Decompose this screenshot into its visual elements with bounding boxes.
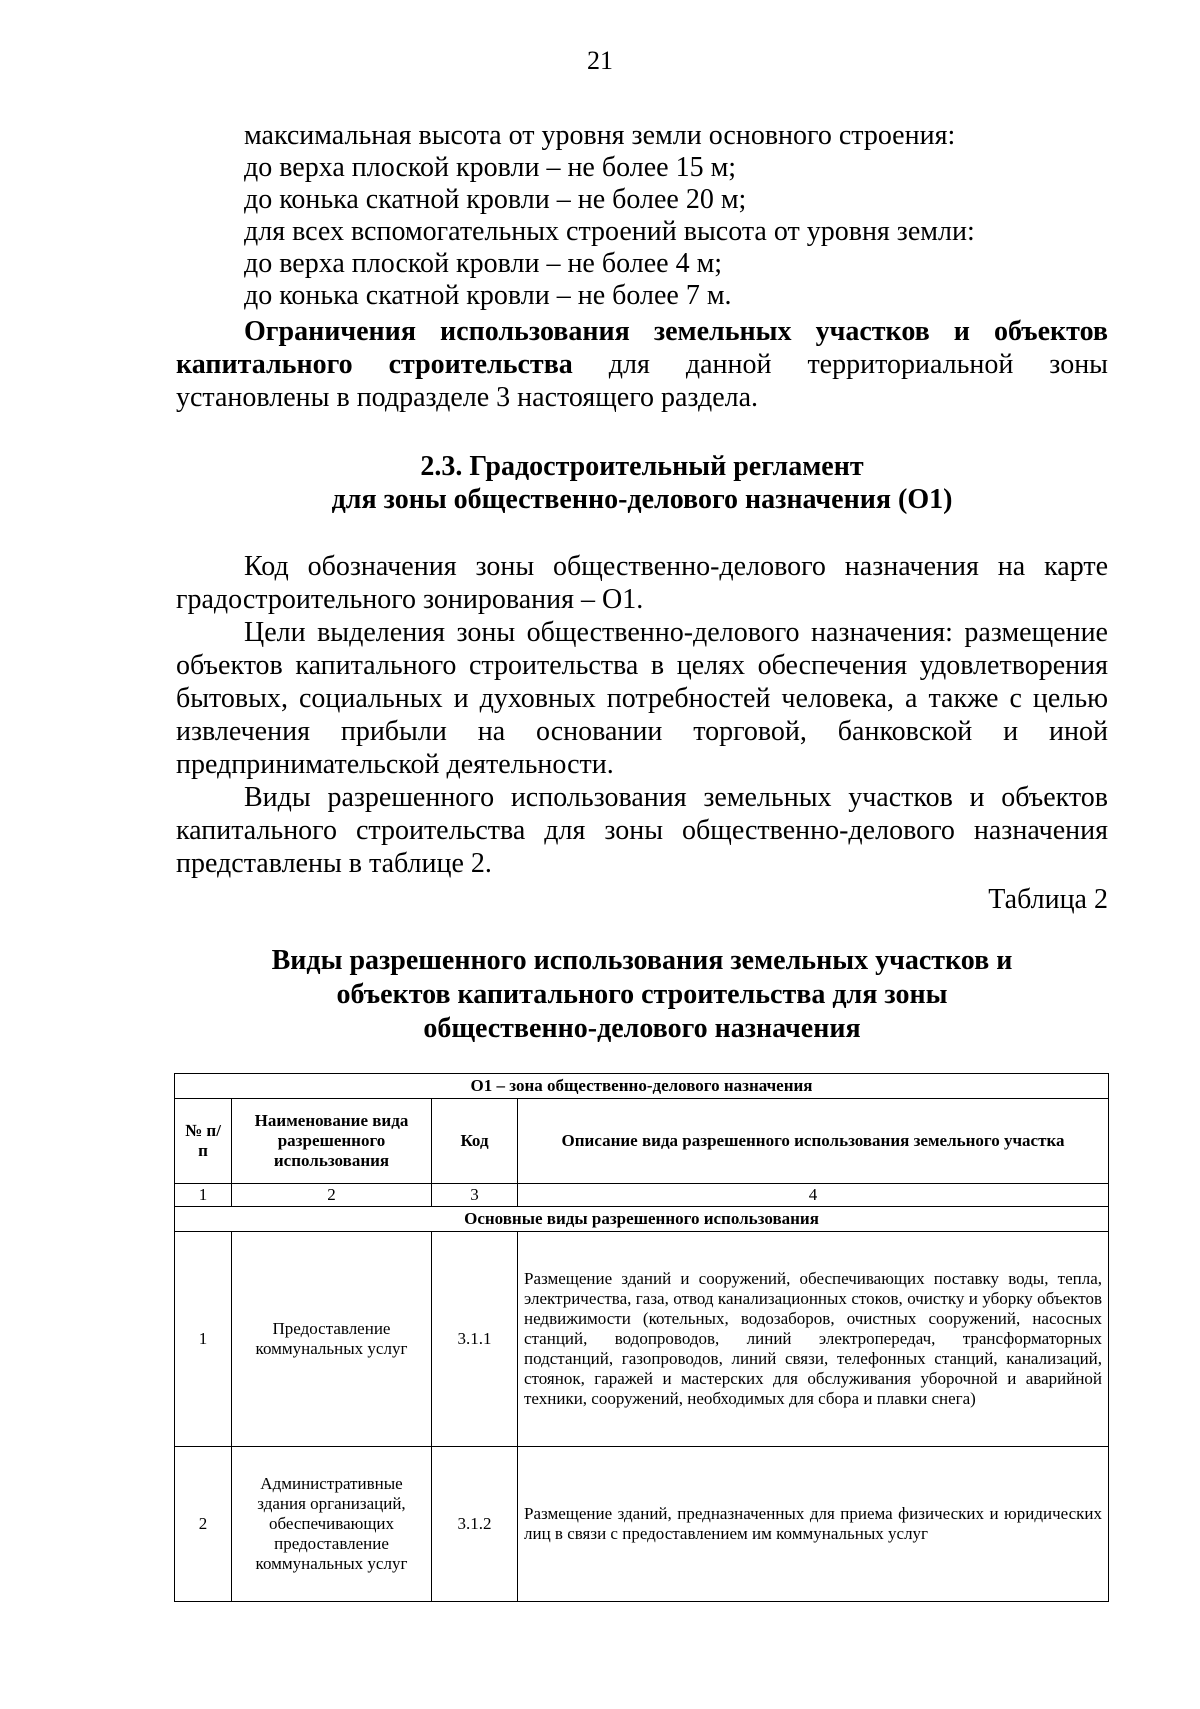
height-limit-line: до конька скатной кровли – не более 7 м. [244,280,732,311]
body-text [176,550,1108,880]
table-row [175,1447,1109,1602]
restriction-paragraph [176,315,1108,414]
section-heading-line-1: 2.3. Градостроительный регламент [420,451,864,482]
row-use-name: Административные здания организаций, обеспечивающих предоставление коммунальных услуг [232,1447,432,1602]
height-limit-line: до конька скатной кровли – не более 20 м; [244,184,747,215]
group-header: Основные виды разрешенного использования [175,1207,1109,1232]
table-title [176,944,1108,1046]
height-limits-list [176,120,1108,312]
section-heading-line-2: для зоны общественно-делового назначения (О1) [331,484,953,515]
height-limit-line: до верха плоской кровли – не более 4 м; [244,248,723,279]
row-code: 3.1.2 [432,1447,518,1602]
column-number: 3 [432,1184,518,1207]
zone-header: О1 – зона общественно-делового назначения [175,1074,1109,1099]
height-limit-line: для всех вспомогательных строений высота от уровня земли: [244,216,975,247]
column-header-number: № п/п [175,1099,232,1184]
table-title-line-1: Виды разрешенного использования земельных участков и [271,945,1013,976]
permitted-uses-table [174,1073,1109,1602]
section-heading [176,450,1108,516]
table-caption: Таблица 2 [988,884,1108,915]
column-header-code: Код [432,1099,518,1184]
paragraph-zone-code: Код обозначения зоны общественно-делового назначения на карте градостроительного зонирования – О1. [176,551,1108,615]
column-header-description: Описание вида разрешенного использования земельного участка [518,1099,1109,1184]
page-number: 21 [587,46,613,75]
restriction-text: для данной территориальной зоны установлены в подразделе 3 настоящего раздела. [176,349,1108,413]
height-limit-line: до верха плоской кровли – не более 15 м; [244,152,737,183]
table-title-line-3: общественно-делового назначения [423,1013,861,1044]
column-number: 4 [518,1184,1109,1207]
row-number: 2 [175,1447,232,1602]
column-number: 1 [175,1184,232,1207]
paragraph-permitted-uses: Виды разрешенного использования земельных участков и объектов капитального строительства для зоны общественно-делового назначения представлены в таблице 2. [176,782,1108,879]
row-description: Размещение зданий, предназначенных для приема физических и юридических лиц в связи с предоставлением им коммунальных услуг [518,1447,1109,1602]
restriction-bold-text: Ограничения использования земельных участков и объектов капитального строительства [176,316,1108,380]
column-number: 2 [232,1184,432,1207]
table-title-line-2: объектов капитального строительства для зоны [336,979,948,1010]
table-row [175,1232,1109,1447]
row-number: 1 [175,1232,232,1447]
height-limit-line: максимальная высота от уровня земли основного строения: [244,120,956,151]
row-description: Размещение зданий и сооружений, обеспечивающих поставку воды, тепла, электричества, газа, отвод канализационных стоков, очистку и уборку объектов недвижимости (котельных, водозаборов, очистных сооружений, насосных станций, водопроводов, линий электропередач, трансформаторных подстанций, газопроводов, линий связи, телефонных станций, канализаций, стоянок, гаражей и мастерских для обслуживания уборочной и аварийной техники, сооружений, необходимых для сбора и плавки снега) [518,1232,1109,1447]
row-code: 3.1.1 [432,1232,518,1447]
row-use-name: Предоставление коммунальных услуг [232,1232,432,1447]
paragraph-zone-goals: Цели выделения зоны общественно-делового назначения: размещение объектов капитального строительства в целях обеспечения удовлетворения бытовых, социальных и духовных потребностей человека, а также с целью извлечения прибыли на основании торговой, банковской и иной предпринимательской деятельности. [176,617,1108,780]
column-header-name: Наименование вида разрешенного использования [232,1099,432,1184]
